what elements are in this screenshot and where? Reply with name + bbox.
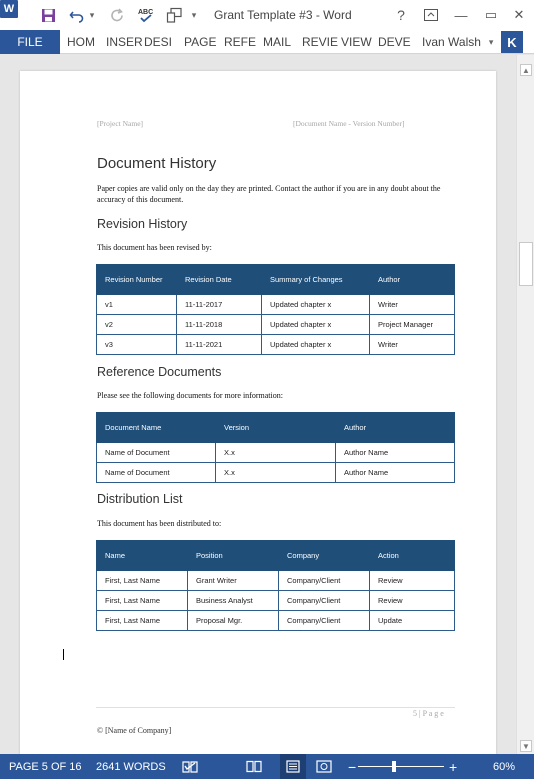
table-cell: Company/Client <box>279 611 370 631</box>
page-title: Document History <box>97 155 217 172</box>
reference-documents-heading: Reference Documents <box>97 365 222 379</box>
zoom-slider[interactable] <box>358 766 444 767</box>
table-cell: 11-11-2017 <box>177 295 262 315</box>
table-cell: 11-11-2018 <box>177 315 262 335</box>
word-app-icon[interactable]: W <box>0 0 18 18</box>
table-header-row <box>97 265 455 295</box>
table-cell: First, Last Name <box>97 611 188 631</box>
table-cell: 11-11-2021 <box>177 335 262 355</box>
table-cell: Updated chapter x <box>262 315 370 335</box>
table-header-cell: Action <box>370 541 455 571</box>
distribution-list-table[interactable] <box>96 540 455 631</box>
word-count[interactable]: 2641 WORDS <box>96 760 166 773</box>
table-header-row <box>97 541 455 571</box>
user-name: Ivan Walsh <box>422 35 481 49</box>
text-cursor <box>63 649 64 660</box>
reference-lead: Please see the following documents for more information: <box>97 391 283 400</box>
table-cell: Author Name <box>336 463 455 483</box>
table-cell: Author Name <box>336 443 455 463</box>
scroll-down-icon[interactable]: ▼ <box>520 740 532 752</box>
zoom-slider-thumb[interactable] <box>392 761 396 772</box>
vertical-scrollbar[interactable] <box>516 55 534 754</box>
undo-icon[interactable] <box>66 4 86 26</box>
table-cell: v3 <box>97 335 177 355</box>
distribution-lead: This document has been distributed to: <box>97 519 222 528</box>
spelling-grammar-icon[interactable] <box>135 4 157 26</box>
table-cell: Proposal Mgr. <box>188 611 279 631</box>
intro-paragraph: Paper copies are valid only on the day they are printed. Contact the author if you are in any doubt about the accuracy of this document. <box>97 184 441 204</box>
table-cell: Writer <box>370 295 455 315</box>
table-cell: Company/Client <box>279 571 370 591</box>
table-header-row <box>97 413 455 443</box>
restore-button[interactable]: ▭ <box>484 7 498 22</box>
revision-history-heading: Revision History <box>97 217 188 231</box>
table-header-cell: Document Name <box>97 413 216 443</box>
table-header-cell: Name <box>97 541 188 571</box>
tab-review[interactable]: REVIE <box>302 35 339 49</box>
web-layout-icon[interactable] <box>316 754 332 779</box>
table-header-cell: Position <box>188 541 279 571</box>
table-cell: Business Analyst <box>188 591 279 611</box>
save-icon[interactable] <box>38 4 58 26</box>
table-row <box>97 335 455 355</box>
tab-page-layout[interactable]: PAGE <box>184 35 217 49</box>
reference-documents-table[interactable] <box>96 412 455 483</box>
table-cell: First, Last Name <box>97 571 188 591</box>
table-header-cell: Revision Date <box>177 265 262 295</box>
table-header-cell: Summary of Changes <box>262 265 370 295</box>
zoom-out-button[interactable]: − <box>348 758 357 775</box>
table-header-cell: Version <box>216 413 336 443</box>
tab-home[interactable]: HOM <box>67 35 95 49</box>
table-row <box>97 295 455 315</box>
page-count[interactable]: PAGE 5 OF 16 <box>9 760 82 773</box>
table-cell: Review <box>370 591 455 611</box>
table-cell: First, Last Name <box>97 591 188 611</box>
ribbon-display-options-button[interactable] <box>419 4 443 26</box>
table-cell: v1 <box>97 295 177 315</box>
redo-icon[interactable] <box>107 4 127 26</box>
table-header-cell: Revision Number <box>97 265 177 295</box>
document-page[interactable] <box>20 71 496 754</box>
tab-design[interactable]: DESI <box>144 35 173 49</box>
table-cell: v2 <box>97 315 177 335</box>
status-bar <box>0 754 534 779</box>
table-header-cell: Author <box>370 265 455 295</box>
ribbon-tabs <box>0 30 534 54</box>
user-caret-icon: ▾ <box>488 36 494 47</box>
document-canvas[interactable] <box>0 55 516 754</box>
revision-lead: This document has been revised by: <box>97 243 212 252</box>
distribution-list-heading: Distribution List <box>97 492 183 506</box>
table-cell: X.x <box>216 463 336 483</box>
footer-divider <box>96 707 455 708</box>
print-layout-icon[interactable] <box>280 754 306 779</box>
footer-copyright: © [Name of Company] <box>97 726 172 735</box>
table-cell: Updated chapter x <box>262 295 370 315</box>
tab-developer[interactable]: DEVE <box>378 35 411 49</box>
read-mode-icon[interactable] <box>246 754 262 779</box>
table-cell: Writer <box>370 335 455 355</box>
svg-text:ABC: ABC <box>138 9 154 16</box>
page-number: 5 | P a g e <box>413 709 444 718</box>
tab-insert[interactable]: INSER <box>106 35 143 49</box>
table-cell: Review <box>370 571 455 591</box>
window-title: Grant Template #3 - Word <box>214 8 352 22</box>
table-header-cell: Company <box>279 541 370 571</box>
minimize-button[interactable]: — <box>454 7 468 23</box>
customize-qat-icon[interactable]: ▾ <box>191 9 197 20</box>
table-cell: Name of Document <box>97 463 216 483</box>
table-cell: X.x <box>216 443 336 463</box>
table-cell: Company/Client <box>279 591 370 611</box>
proofing-icon[interactable] <box>182 754 198 779</box>
zoom-in-button[interactable]: + <box>449 758 458 775</box>
table-cell: Name of Document <box>97 443 216 463</box>
tab-view[interactable]: VIEW <box>341 35 372 49</box>
undo-dropdown-icon[interactable]: ▾ <box>89 9 95 20</box>
scrollbar-thumb[interactable] <box>519 242 533 286</box>
table-cell: Project Manager <box>370 315 455 335</box>
help-button[interactable]: ? <box>397 7 405 23</box>
user-account[interactable] <box>422 30 493 54</box>
table-row <box>97 571 455 591</box>
table-cell: Update <box>370 611 455 631</box>
touch-mode-icon[interactable] <box>163 4 185 26</box>
table-row <box>97 611 455 631</box>
table-cell: Grant Writer <box>188 571 279 591</box>
header-project-name: [Project Name] <box>97 119 144 128</box>
avatar[interactable]: K <box>501 31 523 53</box>
header-document-name: [Document Name - Version Number] <box>293 119 405 128</box>
table-cell: Updated chapter x <box>262 335 370 355</box>
tab-file[interactable]: FILE <box>0 30 60 54</box>
tab-mailings[interactable]: MAIL <box>263 35 292 49</box>
title-bar <box>0 0 534 30</box>
table-header-cell: Author <box>336 413 455 443</box>
revision-history-table[interactable] <box>96 264 455 355</box>
table-row <box>97 463 455 483</box>
table-row <box>97 315 455 335</box>
table-row <box>97 443 455 463</box>
zoom-level[interactable]: 60% <box>493 760 516 773</box>
tab-references[interactable]: REFE <box>224 35 257 49</box>
scroll-up-icon[interactable]: ▲ <box>520 64 532 76</box>
close-button[interactable]: ✕ <box>513 7 525 22</box>
table-row <box>97 591 455 611</box>
